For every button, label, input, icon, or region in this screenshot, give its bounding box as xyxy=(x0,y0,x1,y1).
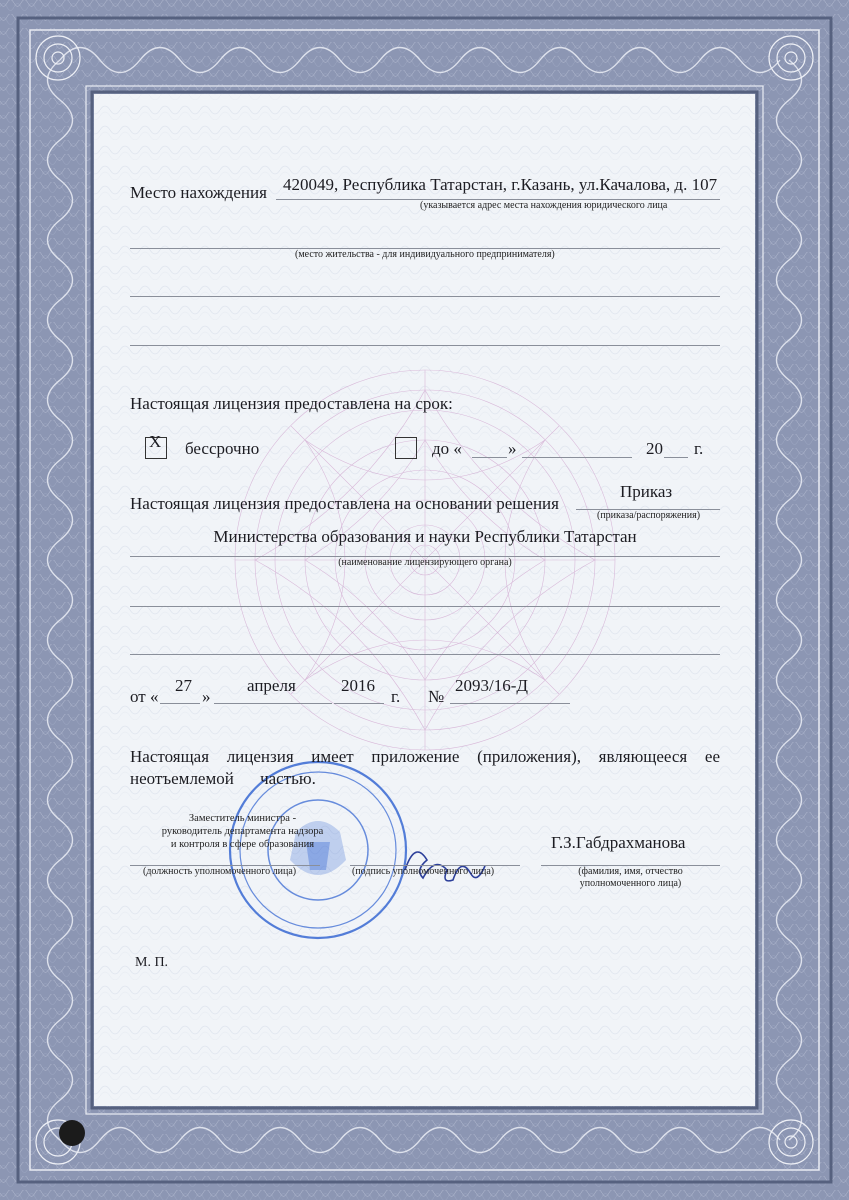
basis-authority: Министерства образования и науки Республики Татарстан xyxy=(213,527,637,546)
unlimited-checkbox xyxy=(145,432,167,459)
term-title: Настоящая лицензия предоставлена на срок: xyxy=(130,394,453,413)
decision-from-label: от « xyxy=(130,687,159,706)
signer-position-line-1: Заместитель министра - xyxy=(188,813,297,824)
decision-close-quote: » xyxy=(202,687,211,706)
until-year-prefix: 20 xyxy=(646,439,663,458)
until-close-quote: » xyxy=(508,439,517,458)
until-year-line xyxy=(664,457,688,458)
basis-line-3 xyxy=(130,654,720,655)
unlimited-check-mark: X xyxy=(149,432,162,451)
until-label: до « xyxy=(432,439,462,458)
decision-year-suffix: г. xyxy=(391,687,401,706)
location-hint-legal: (указывается адрес места нахождения юридического лица xyxy=(420,200,668,211)
decision-number-label: № xyxy=(428,687,445,706)
decision-day-line xyxy=(160,703,200,704)
basis-authority-hint: (наименование лицензирующего органа) xyxy=(338,557,512,568)
decision-year: 2016 xyxy=(341,676,375,695)
name-hint xyxy=(541,866,720,890)
signer-position xyxy=(130,812,355,851)
decision-month: апреля xyxy=(247,676,296,695)
location-hint-individual: (место жительства - для индивидуального предпринимателя) xyxy=(295,249,555,260)
unlimited-label: бессрочно xyxy=(185,439,260,458)
basis-title: Настоящая лицензия предоставлена на основании решения xyxy=(130,494,559,513)
position-hint: (должность уполномоченного лица) xyxy=(143,866,297,877)
name-hint-line-2: уполномоченного лица) xyxy=(579,878,682,889)
until-month-line xyxy=(522,457,632,458)
stamp-label: М. П. xyxy=(135,955,169,970)
signer-position-line-3: и контроля в сфере образования xyxy=(170,839,315,850)
location-line-4 xyxy=(130,345,720,346)
basis-doc-type-hint: (приказа/распоряжения) xyxy=(597,510,701,521)
punch-hole xyxy=(59,1120,85,1146)
decision-number: 2093/16-Д xyxy=(455,676,528,695)
name-hint-line-1: (фамилия, имя, отчество xyxy=(578,866,683,877)
signer-position-line-2: руководитель департамента надзора xyxy=(161,826,324,837)
location-line-3 xyxy=(130,296,720,297)
appendix-line-2: неотъемлемой частью. xyxy=(130,769,316,788)
basis-doc-type: Приказ xyxy=(620,482,673,501)
appendix-line-1: Настоящая лицензия имеет приложение (приложения), являющееся ее xyxy=(130,747,720,766)
decision-day: 27 xyxy=(175,676,192,695)
basis-line-2 xyxy=(130,606,720,607)
until-checkbox xyxy=(395,437,417,459)
location-value: 420049, Республика Татарстан, г.Казань, ул.Качалова, д. 107 xyxy=(283,175,718,194)
signer-name: Г.З.Габдрахманова xyxy=(551,833,686,852)
decision-month-line xyxy=(214,703,332,704)
until-day-line xyxy=(472,457,507,458)
location-label: Место нахождения xyxy=(130,183,267,202)
signature-hint: (подпись уполномоченного лица) xyxy=(352,866,495,877)
decision-number-line xyxy=(450,703,570,704)
decision-year-line xyxy=(334,703,384,704)
until-year-suffix: г. xyxy=(694,439,704,458)
